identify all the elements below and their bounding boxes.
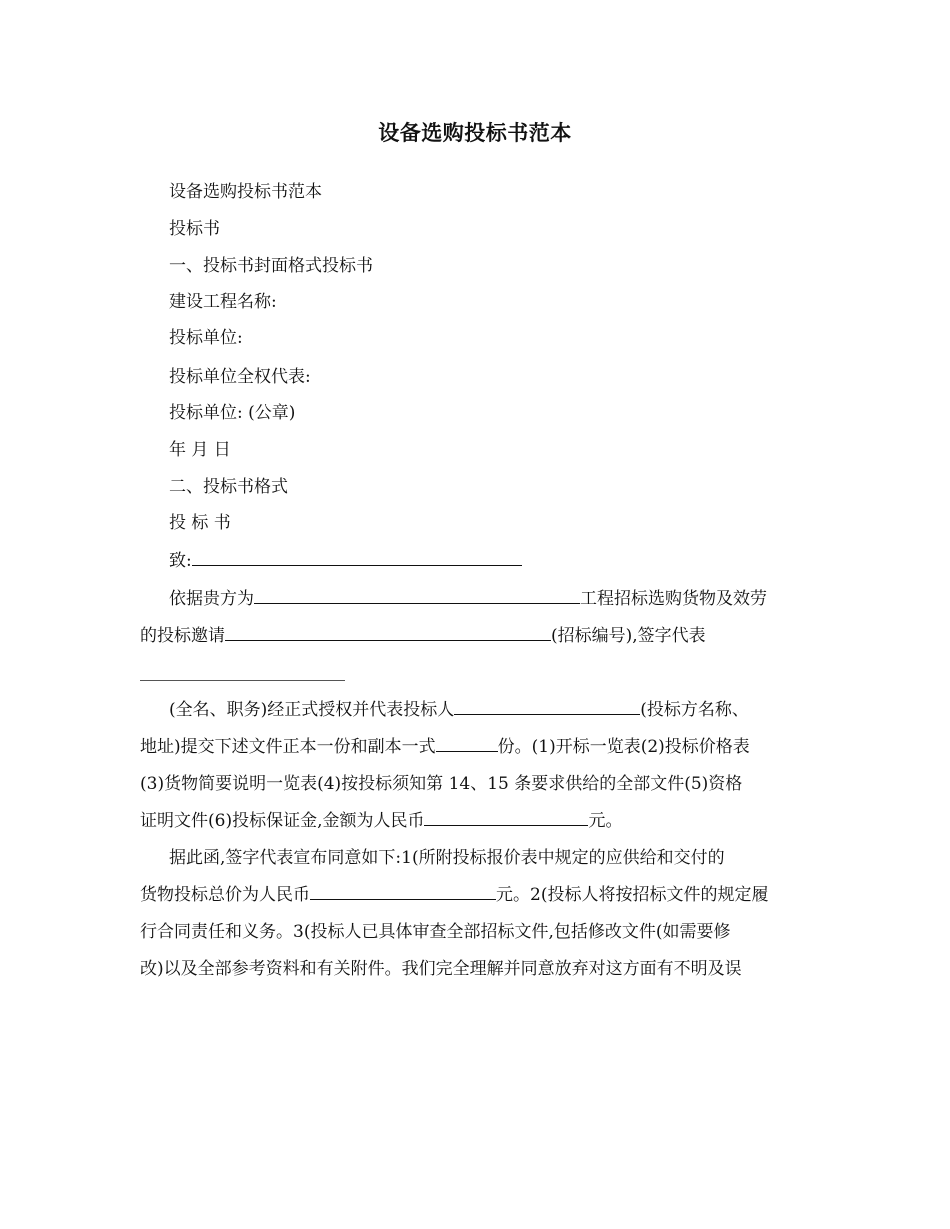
bond-amount-blank [424,807,588,826]
p1-text-b: 工程招标选购货物及效劳 [580,589,767,609]
p2-text-f: 证明文件(6)投标保证金,金额为人民币 [140,811,425,831]
field-date: 年 月 日 [169,440,231,460]
bidder-name-blank [454,696,640,715]
section-one-heading: 一、投标书封面格式投标书 [169,256,373,276]
section-two-heading: 二、投标书格式 [169,477,288,497]
p1-text-d: (招标编号),签字代表 [551,626,706,646]
paragraph-declaration [140,840,820,988]
paragraph-submission [140,692,820,840]
to-blank [192,547,522,566]
paragraph-invitation [140,581,820,655]
p2-text-c: 地址)提交下述文件正本一份和副本一式 [140,737,436,757]
bid-letter-heading: 投 标 书 [169,513,231,533]
p1-text-a: 依据贵方为 [169,589,254,609]
bid-number-blank [225,622,551,641]
p3-text-a: 据此函,签字代表宣布同意如下:1(所附投标报价表中规定的应供给和交付的 [169,848,725,868]
document-title: 设备选购投标书范本 [378,120,572,145]
to-label: 致: [169,551,192,571]
p2-text-d: 份。(1)开标一览表(2)投标价格表 [497,737,750,757]
p1-text-c: 的投标邀请 [140,626,225,646]
p3-text-c: 元。2(投标人将按招标文件的规定履 [496,885,769,905]
p2-text-b: (投标方名称、 [640,700,749,720]
to-line [169,547,522,573]
field-project-name: 建设工程名称: [169,292,277,312]
p2-text-a: (全名、职务)经正式授权并代表投标人 [169,700,455,720]
doc-line-bid-letter: 投标书 [169,219,220,239]
p2-text-e: (3)货物简要说明一览表(4)按投标须知第 14、15 条要求供给的全部文件(5)资格 [140,774,743,794]
field-authorized-rep: 投标单位全权代表: [169,367,311,387]
p3-text-d: 行合同责任和义务。3(投标人已具体审查全部招标文件,包括修改文件(如需要修 [140,922,731,942]
p2-text-g: 元。 [588,811,623,831]
field-bidder-unit: 投标单位: [169,328,243,348]
total-price-blank [310,881,496,900]
doc-line-subtitle: 设备选购投标书范本 [169,182,322,202]
project-name-blank [254,585,580,604]
field-bidder-seal: 投标单位: (公章) [169,403,296,423]
signatory-blank-rule [140,680,345,681]
copies-blank [436,733,498,752]
p3-text-b: 货物投标总价为人民币 [140,885,310,905]
p3-text-e: 改)以及全部参考资料和有关附件。我们完全理解并同意放弃对这方面有不明及误 [140,959,742,979]
